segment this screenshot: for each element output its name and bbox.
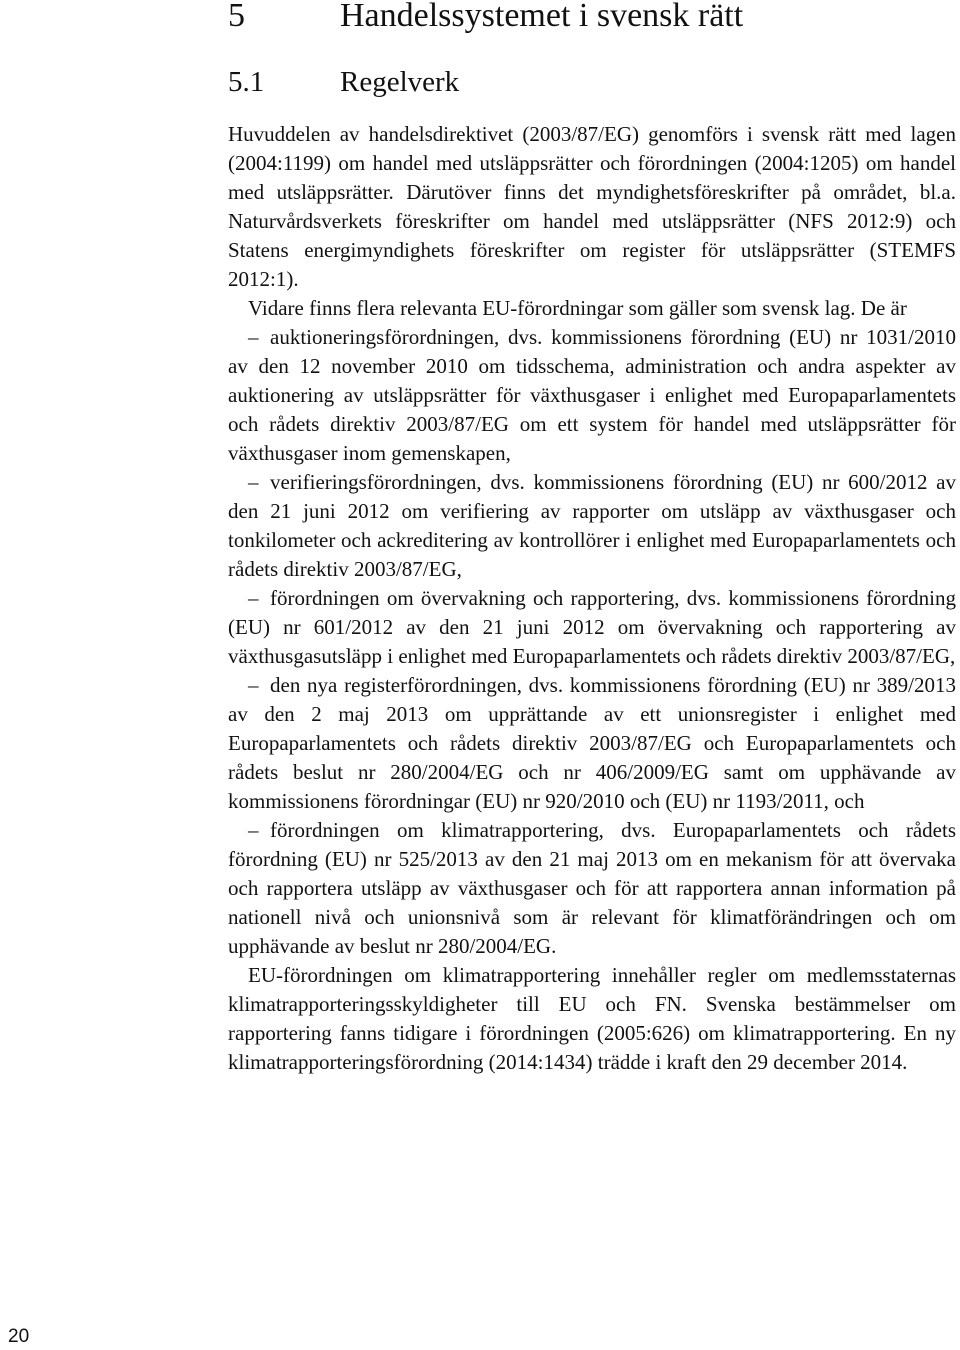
dash-bullet: – xyxy=(248,325,259,349)
list-item xyxy=(228,468,956,584)
list-item-text: den nya registerförordningen, dvs. kommissionens förordning (EU) nr 389/2013 av den 2 maj 2013 om upprättande av ett unionsregister i enlighet med Europaparlamentets och rådets direktiv 2003/87/EG och Europaparlamentets och rådets beslut nr 280/2004/EG och nr 406/2009/EG samt om upphävande av kommissionens förordningar (EU) nr 920/2010 och (EU) nr 1193/2011, och xyxy=(228,673,956,813)
chapter-title: Handelssystemet i svensk rätt xyxy=(340,0,744,34)
regulation-list xyxy=(228,323,956,961)
paragraph-eu-regulations: Vidare finns flera relevanta EU-förordningar som gäller som svensk lag. De är xyxy=(248,296,907,320)
dash-bullet: – xyxy=(248,586,259,610)
list-item-text: förordningen om klimatrapportering, dvs. Europaparlamentets och rådets förordning (EU) nr 525/2013 av den 21 maj 2013 om en mekanism för att övervaka och rapportera utsläpp av växthusgaser och för att rapportera annan information på nationell nivå och unionsnivå som är relevant för klimatförändringen och om upphävande av beslut nr 280/2004/EG. xyxy=(228,818,956,958)
dash-bullet: – xyxy=(248,673,259,697)
section-title: Regelverk xyxy=(340,66,460,98)
paragraph-intro: Huvuddelen av handelsdirektivet (2003/87/EG) genomförs i svensk rätt med lagen (2004:1199) om handel med utsläppsrätter och förordningen (2004:1205) om handel med utsläppsrätter. Därutöver finns det myndighetsföreskrifter på området, bl.a. Naturvårdsverkets föreskrifter om handel med utsläppsrätter (NFS 2012:9) och Statens energimyndighets föreskrifter om register för utsläppsrätter (STEMFS 2012:1). xyxy=(228,122,956,291)
list-item xyxy=(228,671,956,816)
chapter-number: 5 xyxy=(228,0,245,34)
list-item-text: verifieringsförordningen, dvs. kommissionens förordning (EU) nr 600/2012 av den 21 juni 2012 om verifiering av rapporter om utsläpp av växthusgaser och tonkilometer och ackreditering av kontrollörer i enlighet med Europaparlamentets och rådets direktiv 2003/87/EG, xyxy=(228,470,956,581)
dash-bullet: – xyxy=(248,818,259,842)
paragraph-climate-reporting: EU-förordningen om klimatrapportering innehåller regler om medlemsstaternas klimatrapporteringsskyldigheter till EU och FN. Svenska bestämmelser om rapportering fanns tidigare i förordningen (2005:626) om klimatrapportering. En ny klimatrapporteringsförordning (2014:1434) trädde i kraft den 29 december 2014. xyxy=(228,963,956,1074)
page-number: 20 xyxy=(8,1326,30,1347)
dash-bullet: – xyxy=(248,470,259,494)
body-text xyxy=(228,120,956,1077)
list-item xyxy=(228,323,956,468)
list-item-text: förordningen om övervakning och rapportering, dvs. kommissionens förordning (EU) nr 601/2012 av den 21 juni 2012 om övervakning och rapportering av växthusgasutsläpp i enlighet med Europaparlamentets och rådets direktiv 2003/87/EG, xyxy=(228,586,956,668)
list-item-text: auktioneringsförordningen, dvs. kommissionens förordning (EU) nr 1031/2010 av den 12 november 2010 om tidsschema, administration och andra aspekter av auktionering av utsläppsrätter för växthusgaser i enlighet med Europaparlamentets och rådets direktiv 2003/87/EG om ett system för handel med utsläppsrätter för växthusgaser inom gemenskapen, xyxy=(228,325,956,465)
section-number: 5.1 xyxy=(228,66,265,98)
list-item xyxy=(228,584,956,671)
list-item xyxy=(228,816,956,961)
